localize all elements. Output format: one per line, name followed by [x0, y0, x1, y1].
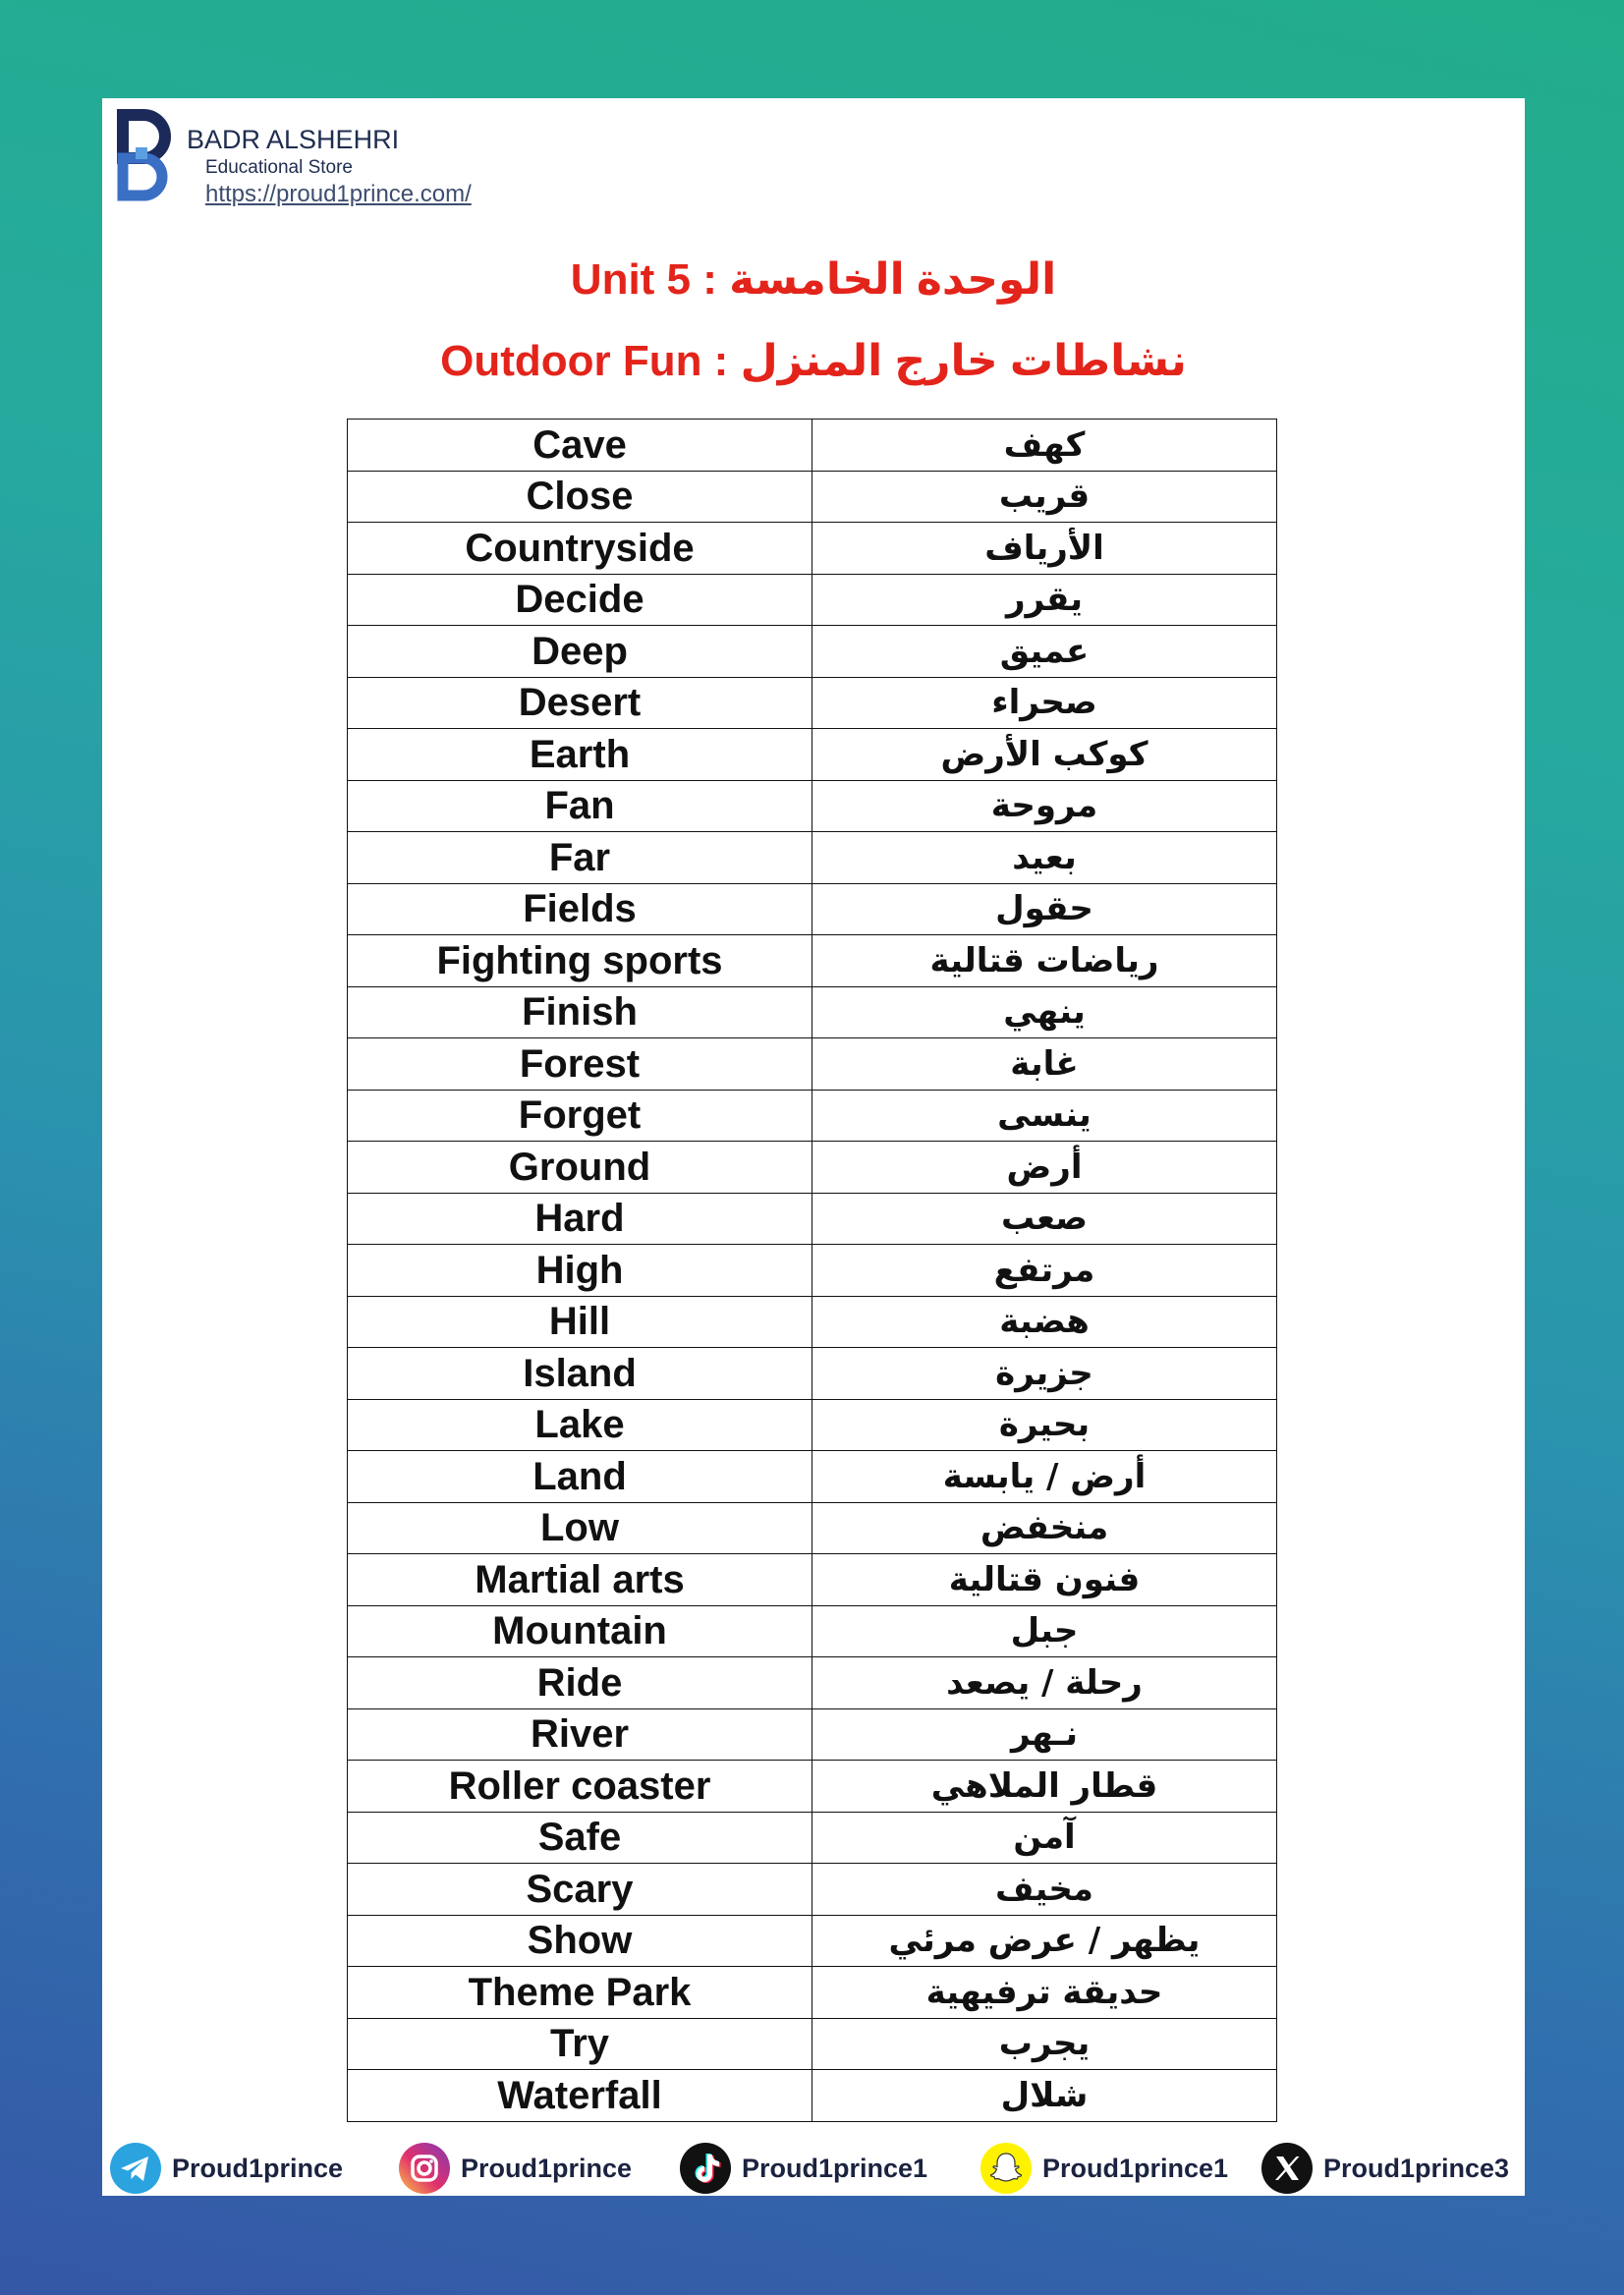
- vocabulary-row: [348, 1812, 1277, 1864]
- vocabulary-row: [348, 471, 1277, 523]
- arabic-translation: نـهر: [812, 1708, 1277, 1761]
- vocabulary-row: [348, 574, 1277, 626]
- social-handle: Proud1prince: [172, 2153, 344, 2183]
- vocabulary-row: [348, 1502, 1277, 1554]
- vocabulary-table: [347, 419, 1277, 2122]
- snapchat-icon: [980, 2142, 1033, 2195]
- english-word: Far: [348, 832, 812, 884]
- english-word: Show: [348, 1915, 812, 1967]
- english-word: Decide: [348, 574, 812, 626]
- english-word: Land: [348, 1451, 812, 1503]
- arabic-translation: أرض: [812, 1142, 1277, 1194]
- arabic-translation: آمن: [812, 1812, 1277, 1864]
- english-word: Martial arts: [348, 1554, 812, 1606]
- bd-monogram-logo: [114, 108, 183, 201]
- social-footer: [102, 2142, 1525, 2195]
- arabic-translation: جبل: [812, 1605, 1277, 1657]
- arabic-translation: صحراء: [812, 677, 1277, 729]
- english-word: Roller coaster: [348, 1761, 812, 1813]
- vocabulary-row: [348, 1451, 1277, 1503]
- english-word: Finish: [348, 986, 812, 1038]
- english-word: Ride: [348, 1657, 812, 1709]
- vocabulary-row: [348, 1142, 1277, 1194]
- social-telegram[interactable]: [109, 2142, 343, 2195]
- vocabulary-row: [348, 1245, 1277, 1297]
- vocabulary-row: [348, 1554, 1277, 1606]
- english-word: High: [348, 1245, 812, 1297]
- english-word: Deep: [348, 626, 812, 678]
- english-word: Theme Park: [348, 1967, 812, 2019]
- arabic-translation: ينسى: [812, 1090, 1277, 1142]
- vocabulary-row: [348, 1967, 1277, 2019]
- english-word: Scary: [348, 1864, 812, 1916]
- arabic-translation: أرض / يابسة: [812, 1451, 1277, 1503]
- english-word: Lake: [348, 1399, 812, 1451]
- social-tiktok[interactable]: [679, 2142, 927, 2195]
- vocabulary-row: [348, 935, 1277, 987]
- vocabulary-row: [348, 832, 1277, 884]
- vocabulary-row: [348, 1864, 1277, 1916]
- arabic-translation: مروحة: [812, 780, 1277, 832]
- document-sheet: [102, 98, 1525, 2196]
- english-word: Ground: [348, 1142, 812, 1194]
- vocabulary-row: [348, 780, 1277, 832]
- social-handle: Proud1prince1: [742, 2153, 928, 2183]
- social-handle: Proud1prince: [461, 2153, 633, 2183]
- english-word: Island: [348, 1348, 812, 1400]
- arabic-translation: الأرياف: [812, 523, 1277, 575]
- english-word: Cave: [348, 420, 812, 472]
- arabic-translation: جزيرة: [812, 1348, 1277, 1400]
- arabic-translation: رحلة / يصعد: [812, 1657, 1277, 1709]
- arabic-translation: ينهي: [812, 986, 1277, 1038]
- vocabulary-row: [348, 883, 1277, 935]
- tiktok-icon: [679, 2142, 732, 2195]
- english-word: Forest: [348, 1038, 812, 1091]
- social-x[interactable]: [1260, 2142, 1509, 2195]
- brand-tagline: Educational Store: [205, 157, 353, 178]
- unit-title: Unit 5 : الوحدة الخامسة: [570, 255, 1057, 304]
- english-word: Safe: [348, 1812, 812, 1864]
- vocabulary-row: [348, 1761, 1277, 1813]
- vocabulary-row: [348, 1038, 1277, 1091]
- arabic-translation: عميق: [812, 626, 1277, 678]
- arabic-translation: كوكب الأرض: [812, 729, 1277, 781]
- english-word: Close: [348, 471, 812, 523]
- arabic-translation: يظهر / عرض مرئي: [812, 1915, 1277, 1967]
- vocabulary-row: [348, 1090, 1277, 1142]
- vocabulary-row: [348, 729, 1277, 781]
- instagram-icon: [398, 2142, 451, 2195]
- english-word: Fan: [348, 780, 812, 832]
- social-snapchat[interactable]: [980, 2142, 1228, 2195]
- arabic-translation: صعب: [812, 1193, 1277, 1245]
- arabic-translation: قطار الملاهي: [812, 1761, 1277, 1813]
- english-word: Forget: [348, 1090, 812, 1142]
- arabic-translation: حديقة ترفيهية: [812, 1967, 1277, 2019]
- vocabulary-row: [348, 1193, 1277, 1245]
- brand-name: BADR ALSHEHRI: [187, 125, 400, 154]
- vocabulary-row: [348, 1399, 1277, 1451]
- english-word: Desert: [348, 677, 812, 729]
- english-word: Hill: [348, 1296, 812, 1348]
- arabic-translation: حقول: [812, 883, 1277, 935]
- vocabulary-row: [348, 523, 1277, 575]
- english-word: Mountain: [348, 1605, 812, 1657]
- arabic-translation: غابة: [812, 1038, 1277, 1091]
- vocabulary-row: [348, 2018, 1277, 2070]
- social-handle: Proud1prince1: [1042, 2153, 1229, 2183]
- english-word: Waterfall: [348, 2070, 812, 2122]
- arabic-translation: منخفض: [812, 1502, 1277, 1554]
- vocabulary-row: [348, 1708, 1277, 1761]
- vocabulary-row: [348, 1296, 1277, 1348]
- arabic-translation: فنون قتالية: [812, 1554, 1277, 1606]
- vocabulary-row: [348, 626, 1277, 678]
- vocabulary-row: [348, 677, 1277, 729]
- arabic-translation: بحيرة: [812, 1399, 1277, 1451]
- vocabulary-table-body: [348, 420, 1277, 2122]
- arabic-translation: هضبة: [812, 1296, 1277, 1348]
- arabic-translation: قريب: [812, 471, 1277, 523]
- english-word: Hard: [348, 1193, 812, 1245]
- vocabulary-row: [348, 1657, 1277, 1709]
- english-word: Earth: [348, 729, 812, 781]
- vocabulary-row: [348, 2070, 1277, 2122]
- arabic-translation: شلال: [812, 2070, 1277, 2122]
- arabic-translation: يقرر: [812, 574, 1277, 626]
- x-icon: [1260, 2142, 1314, 2195]
- vocabulary-row: [348, 986, 1277, 1038]
- english-word: River: [348, 1708, 812, 1761]
- arabic-translation: يجرب: [812, 2018, 1277, 2070]
- vocabulary-row: [348, 1348, 1277, 1400]
- arabic-translation: بعيد: [812, 832, 1277, 884]
- english-word: Fighting sports: [348, 935, 812, 987]
- vocabulary-row: [348, 420, 1277, 472]
- arabic-translation: كهف: [812, 420, 1277, 472]
- telegram-icon: [109, 2142, 162, 2195]
- english-word: Try: [348, 2018, 812, 2070]
- social-handle: Proud1prince3: [1323, 2153, 1510, 2183]
- english-word: Countryside: [348, 523, 812, 575]
- arabic-translation: مخيف: [812, 1864, 1277, 1916]
- arabic-translation: رياضات قتالية: [812, 935, 1277, 987]
- english-word: Low: [348, 1502, 812, 1554]
- vocabulary-row: [348, 1915, 1277, 1967]
- social-instagram[interactable]: [398, 2142, 632, 2195]
- unit-subtitle: Outdoor Fun : نشاطات خارج المنزل: [440, 337, 1187, 385]
- brand-url-link[interactable]: https://proud1prince.com/: [205, 181, 472, 207]
- arabic-translation: مرتفع: [812, 1245, 1277, 1297]
- english-word: Fields: [348, 883, 812, 935]
- vocabulary-row: [348, 1605, 1277, 1657]
